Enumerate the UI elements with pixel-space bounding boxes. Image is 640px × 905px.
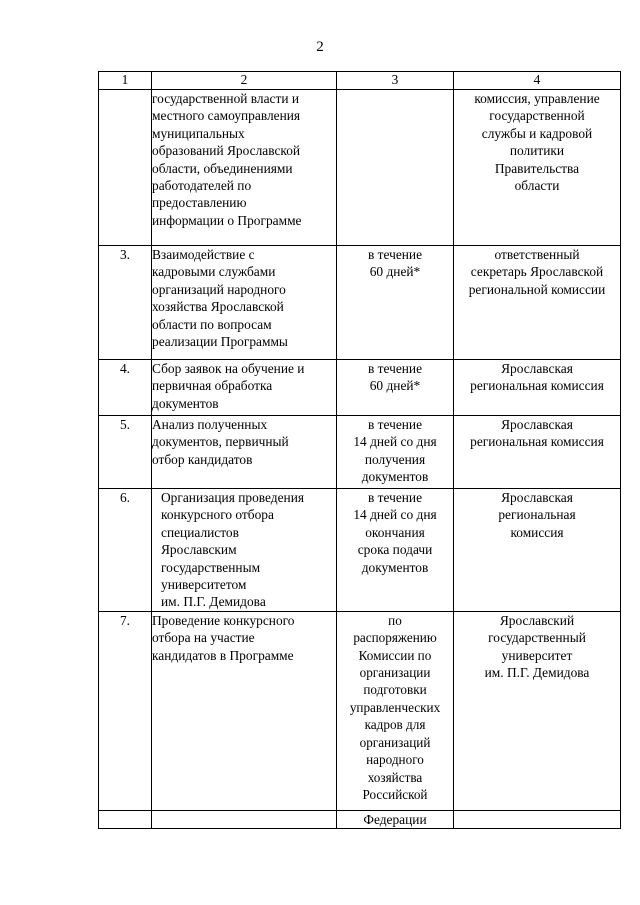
table-row	[99, 611, 621, 810]
row-task: государственной власти и местного самоуправления муниципальных образований Ярославской области, объединениями работодателей по предоставлению информации о Программе	[152, 90, 337, 246]
row-term: в течение 60 дней*	[337, 360, 454, 416]
column-header-term: 3	[337, 72, 454, 90]
row-task: Взаимодействие с кадровыми службами организаций народного хозяйства Ярославской области по вопросам реализации Программы	[152, 246, 337, 360]
row-task	[152, 810, 337, 828]
table-row	[99, 360, 621, 416]
table-row	[99, 90, 621, 246]
row-executor	[454, 810, 621, 828]
column-header-task: 2	[152, 72, 337, 90]
column-header-number: 1	[99, 72, 152, 90]
row-number: 3.	[99, 246, 152, 360]
table-row	[99, 810, 621, 828]
row-executor: Ярославский государственный университет им. П.Г. Демидова	[454, 611, 621, 810]
table-row	[99, 416, 621, 489]
row-number: 4.	[99, 360, 152, 416]
row-number: 7.	[99, 611, 152, 810]
row-executor: Ярославская региональная комиссия	[454, 489, 621, 612]
row-term: в течение 60 дней*	[337, 246, 454, 360]
table-row	[99, 489, 621, 612]
table-header-row	[99, 72, 621, 90]
row-number	[99, 90, 152, 246]
page-number: 2	[316, 39, 324, 55]
row-executor: комиссия, управление государственной службы и кадровой политики Правительства области	[454, 90, 621, 246]
table-row	[99, 246, 621, 360]
row-term: по распоряжению Комиссии по организации подготовки управленческих кадров для организаций народного хозяйства Российской	[337, 611, 454, 810]
row-term: Федерации	[337, 810, 454, 828]
row-number: 6.	[99, 489, 152, 612]
row-term	[337, 90, 454, 246]
row-term: в течение 14 дней со дня окончания срока подачи документов	[337, 489, 454, 612]
row-number: 5.	[99, 416, 152, 489]
row-number	[99, 810, 152, 828]
row-task: Сбор заявок на обучение и первичная обработка документов	[152, 360, 337, 416]
activity-table	[98, 71, 621, 829]
row-task: Анализ полученных документов, первичный отбор кандидатов	[152, 416, 337, 489]
column-header-executor: 4	[454, 72, 621, 90]
row-task: Организация проведения конкурсного отбора специалистов Ярославским государственным университетом им. П.Г. Демидова	[152, 489, 337, 612]
row-executor: Ярославская региональная комиссия	[454, 416, 621, 489]
row-term: в течение 14 дней со дня получения документов	[337, 416, 454, 489]
row-executor: ответственный секретарь Ярославской региональной комиссии	[454, 246, 621, 360]
row-task: Проведение конкурсного отбора на участие кандидатов в Программе	[152, 611, 337, 810]
row-executor: Ярославская региональная комиссия	[454, 360, 621, 416]
